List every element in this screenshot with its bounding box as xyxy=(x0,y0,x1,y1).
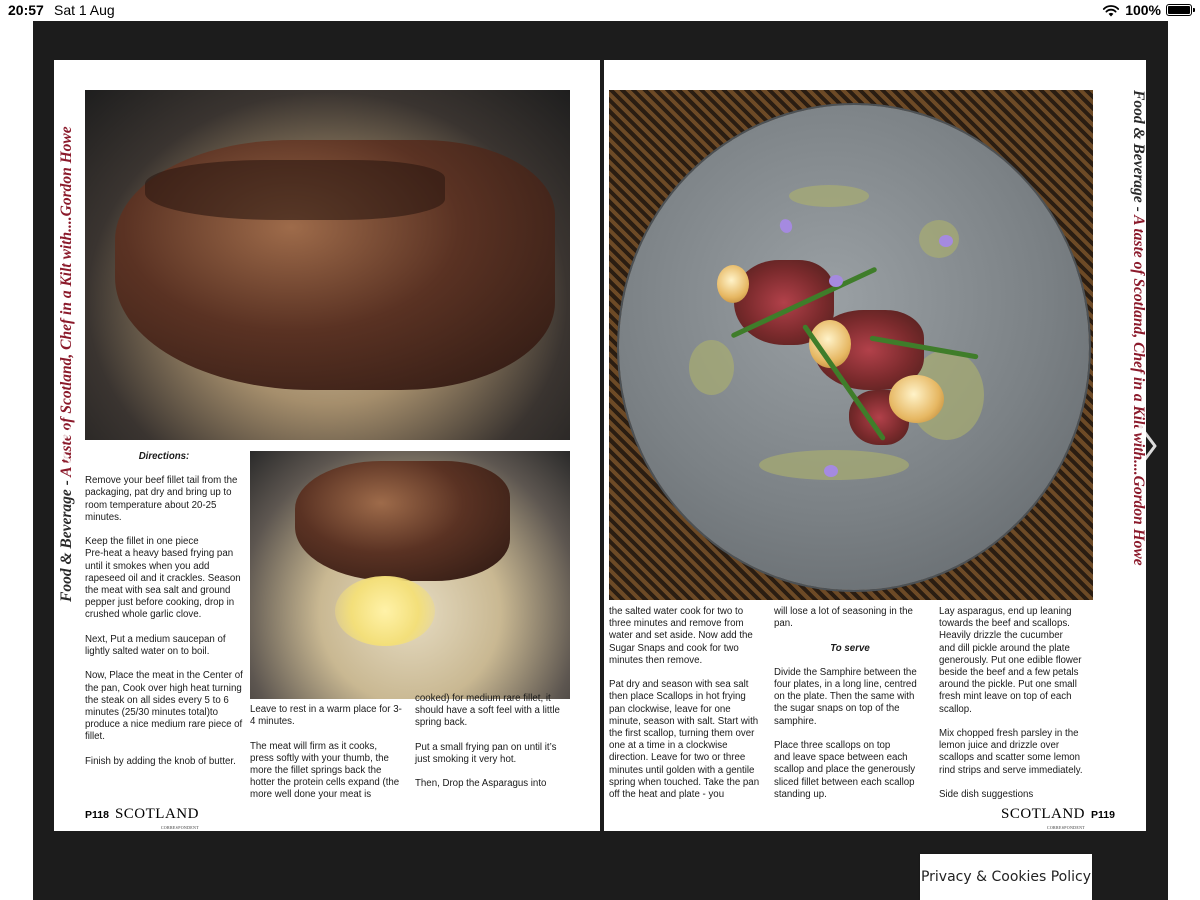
paragraph: Next, Put a medium saucepan of lightly salted water on to boil. xyxy=(85,633,226,658)
text-column-4 xyxy=(609,606,764,813)
page-number: P119 xyxy=(1091,809,1115,821)
to-serve-heading: To serve xyxy=(830,642,870,654)
side-title-left xyxy=(58,90,82,602)
paragraph: Divide the Samphire between the four plates, in a long line, centred on the plate. Then the same with the sugar snaps on top of the samphire. xyxy=(774,666,917,727)
page-number: P118 xyxy=(85,809,109,821)
chevron-right-icon[interactable] xyxy=(1132,421,1162,471)
battery-percent: 100% xyxy=(1125,2,1161,18)
page-footer-left xyxy=(85,808,199,834)
magazine-name: SCOTLAND xyxy=(114,806,199,822)
text-column-2 xyxy=(250,704,402,814)
paragraph: will lose a lot of seasoning in the pan. xyxy=(774,606,913,630)
magazine-subtitle: CORRESPONDENT xyxy=(160,825,199,830)
privacy-cookies-policy-button[interactable]: Privacy & Cookies Policy xyxy=(920,854,1092,900)
magazine-subtitle: CORRESPONDENT xyxy=(1046,825,1086,830)
magazine-logo xyxy=(115,808,199,834)
directions-heading: Directions: xyxy=(138,451,190,462)
side-title-prefix: Food & Beverage - xyxy=(58,476,75,602)
paragraph: cooked) for medium rare fillet, it should have a soft feel with a little spring back. xyxy=(415,693,560,729)
photo-plated-beef-and-scallops xyxy=(609,90,1093,600)
page-footer-right xyxy=(1001,808,1115,834)
magazine-logo xyxy=(1001,808,1085,834)
status-right-group xyxy=(1102,2,1192,18)
paragraph: Place three scallops on top and leave space between each scallop and place the generously sliced fillet between each scallop standing up. xyxy=(774,740,916,800)
side-title-right xyxy=(1123,90,1147,602)
wifi-icon xyxy=(1102,4,1120,17)
text-column-3 xyxy=(415,693,570,803)
status-bar xyxy=(0,0,1200,21)
text-column-6 xyxy=(939,606,1094,813)
side-title-main: A taste of Scotland, Chef in a Kilt with....Gordon Howe xyxy=(1130,215,1147,566)
paragraph: Leave to rest in a warm place for 3-4 minutes. xyxy=(250,704,402,728)
battery-icon xyxy=(1166,4,1192,16)
magazine-viewer[interactable] xyxy=(33,21,1168,900)
text-column-1 xyxy=(85,451,243,780)
magazine-page-right xyxy=(604,60,1146,831)
side-title-prefix: Food & Beverage - xyxy=(1130,90,1147,216)
status-date: Sat 1 Aug xyxy=(54,2,115,18)
paragraph: Pat dry and season with sea salt then place Scallops in hot frying pan clockwise, leave for one minute, season with salt. Start with the first scallop, turning them over one at a time in a clockwise direction. Leave for two or three minutes until golden with a gentile spring when touched. Take the pan off the heat and plate - you xyxy=(609,679,760,801)
paragraph: Mix chopped fresh parsley in the lemon juice and drizzle over scallops and scatter some lemon rind strips and serve immediately. xyxy=(939,728,1083,776)
paragraph: the salted water cook for two to three minutes and remove from water and set aside. Now add the Sugar Snaps and cook for two minutes then remove. xyxy=(609,606,753,666)
paragraph: Finish by adding the knob of butter. xyxy=(85,755,236,767)
paragraph: Put a small frying pan on until it’s just smoking it very hot. xyxy=(415,741,557,765)
status-time: 20:57 xyxy=(8,2,44,18)
paragraph: Lay asparagus, end up leaning towards the beef and scallops. Heavily drizzle the cucumber and dill pickle around the plate generously. Put one edible flower beside the beef and a few petals around the pickle. Put one small fresh mint leave on top of each scallop. xyxy=(939,606,1082,715)
photo-seared-fillet-in-pan xyxy=(85,90,570,440)
side-title-main: A taste of Scotland, Chef in a Kilt with....Gordon Howe xyxy=(58,126,75,477)
paragraph: Side dish suggestions xyxy=(939,789,1034,801)
chevron-left-icon[interactable] xyxy=(51,421,81,471)
paragraph: Remove your beef fillet tail from the packaging, pat dry and bring up to room temperature about 20-25 minutes. xyxy=(85,475,238,523)
paragraph: Now, Place the meat in the Center of the pan, Cook over high heat turning the steak on all sides every 5 to 6 minutes (25/30 minutes total)to produce a nice medium rare piece of fillet. xyxy=(85,670,243,743)
paragraph: Then, Drop the Asparagus into xyxy=(415,778,547,790)
photo-fillet-with-butter xyxy=(250,451,570,699)
magazine-page-left xyxy=(54,60,600,831)
paragraph: The meat will firm as it cooks, press softly with your thumb, the more the fillet springs back the hotter the protein cells expand (the more well done your meat is xyxy=(250,740,400,801)
magazine-name: SCOTLAND xyxy=(1001,806,1086,822)
paragraph: Keep the fillet in one piece Pre-heat a heavy based frying pan until it smokes when you add rapeseed oil and it crackles. Season the meat with sea salt and ground pepper just before cooking, drop in crushed whole garlic clove. xyxy=(85,536,241,621)
text-column-5 xyxy=(774,606,926,813)
